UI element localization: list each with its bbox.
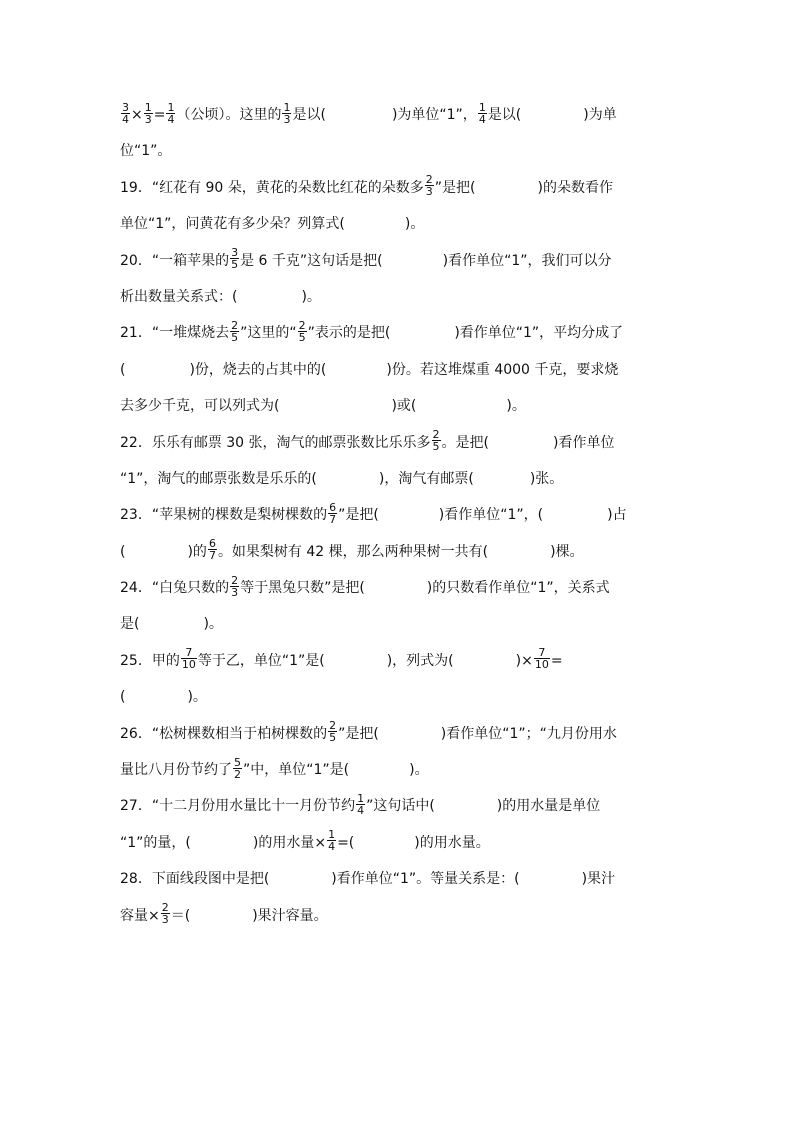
line-text: × (131, 107, 143, 123)
fraction-numerator: 1 (167, 100, 175, 114)
fraction-numerator: 3 (231, 246, 239, 260)
worksheet-line (120, 679, 680, 715)
line-text: = (153, 107, 166, 123)
line-text: 28．下面线段图中是把( (120, 871, 270, 888)
line-text: 19．“红花有 90 朵，黄花的朵数比红花的朵数多 (120, 179, 424, 196)
fraction (181, 647, 197, 670)
fraction-numerator: 2 (425, 173, 433, 187)
line-text: )× (515, 652, 533, 669)
worksheet-page (120, 97, 680, 934)
line-text: ”是把( (338, 725, 379, 742)
line-text: ”是把( (434, 179, 476, 196)
line-text: )。 (203, 616, 223, 633)
fraction-numerator: 1 (478, 100, 486, 114)
fraction-denominator: 4 (328, 840, 336, 854)
line-text: )为单位“1”， (391, 107, 477, 123)
fraction-denominator: 10 (181, 658, 196, 672)
line-text: 是( (120, 616, 140, 633)
line-text: 26．“松树棵数相当于柏树棵数的 (120, 725, 328, 742)
line-text: ( (120, 689, 126, 706)
fraction-numerator: 1 (357, 791, 365, 805)
line-text: )看作单位 (553, 434, 615, 451)
line-text: )。 (506, 398, 526, 415)
line-text: )的用水量是单位 (496, 798, 601, 815)
worksheet-line (120, 352, 680, 388)
fraction (230, 320, 239, 343)
line-text: )棵。 (550, 543, 584, 560)
line-text: 24．“白兔只数的 (120, 580, 230, 597)
line-text: )。 (409, 762, 429, 779)
fraction-numerator: 2 (231, 573, 239, 587)
fraction-denominator: 3 (161, 913, 169, 927)
worksheet-line (120, 279, 680, 315)
line-text: 21．“一堆煤烧去 (120, 325, 230, 342)
fraction-denominator: 5 (231, 330, 239, 344)
fraction-numerator: 3 (122, 100, 129, 114)
worksheet-line (120, 788, 680, 824)
line-text: ”这里的“ (240, 325, 297, 342)
fraction-numerator: 7 (538, 646, 546, 660)
line-text: )的用水量。 (414, 834, 490, 851)
fraction (298, 320, 307, 343)
fraction-numerator: 1 (328, 828, 336, 842)
fraction-numerator: 2 (432, 428, 440, 442)
line-text: )。 (404, 216, 425, 233)
fraction (282, 102, 291, 125)
line-text: )看作单位“1”，平均分成了 (454, 325, 624, 342)
fraction (425, 174, 434, 197)
line-text: )，列式为( (386, 652, 454, 669)
fraction-numerator: 2 (161, 901, 169, 915)
line-text: “1”的量，( (120, 834, 191, 851)
fraction-numerator: 1 (144, 100, 152, 114)
line-text: )，淘气有邮票( (378, 470, 474, 487)
line-text: )份，烧去的占其中的( (189, 361, 327, 378)
line-text: 析出数量关系式：( (120, 288, 238, 305)
worksheet-line (120, 606, 680, 642)
line-text: )。 (187, 689, 207, 706)
fraction-numerator: 1 (283, 100, 291, 114)
fraction-denominator: 4 (122, 112, 129, 126)
line-text: )果汁容量。 (252, 907, 328, 924)
fraction (144, 102, 153, 125)
fraction-denominator: 2 (234, 767, 241, 781)
fraction-denominator: 4 (357, 803, 365, 817)
worksheet-line (120, 716, 680, 752)
worksheet-line (120, 861, 680, 897)
fraction-denominator: 3 (283, 112, 291, 126)
line-text: )看作单位“1”，我们可以分 (442, 252, 612, 269)
fraction (166, 102, 175, 125)
fraction-denominator: 3 (425, 185, 433, 199)
fraction-denominator: 7 (329, 512, 337, 526)
line-text: 去多少千克，可以列式为( (120, 398, 280, 415)
line-text: )看作单位“1”。等量关系是：( (331, 871, 520, 888)
line-text: 位“1”。 (120, 143, 172, 160)
line-text: )份。若这堆煤重 4000 千克，要求烧 (386, 361, 619, 378)
line-text: 23．“苹果树的棵数是梨树棵数的 (120, 507, 328, 524)
fraction-denominator: 3 (231, 585, 239, 599)
line-text: )果汁 (581, 871, 616, 888)
fraction-denominator: 7 (208, 549, 216, 563)
fraction (233, 757, 242, 780)
fraction (327, 829, 336, 852)
line-text: “1”，淘气的邮票张数是乐乐的( (120, 470, 317, 487)
fraction (328, 502, 337, 525)
line-text: )看作单位“1”；“九月份用水 (440, 725, 617, 742)
line-text: 容量× (120, 907, 160, 924)
line-text: ”中，单位“1”是( (243, 762, 350, 779)
worksheet-line (120, 388, 680, 424)
fraction-numerator: 6 (329, 500, 337, 514)
fraction (534, 647, 550, 670)
fraction (121, 102, 130, 125)
line-text: 。是把( (441, 434, 489, 451)
worksheet-line (120, 898, 680, 934)
fraction-denominator: 5 (432, 440, 440, 454)
fraction-numerator: 2 (231, 318, 239, 332)
fraction (432, 429, 441, 452)
line-text: ( (120, 543, 126, 560)
worksheet-line (120, 243, 680, 279)
fraction-denominator: 5 (231, 258, 239, 272)
line-text: )占 (607, 507, 627, 524)
worksheet-line (120, 170, 680, 206)
fraction-denominator: 4 (167, 112, 175, 126)
worksheet-line (120, 497, 680, 533)
line-text: ( (120, 361, 126, 378)
line-text: )的用水量× (252, 834, 327, 851)
fraction (478, 102, 487, 125)
worksheet-line (120, 206, 680, 242)
fraction (356, 793, 365, 816)
fraction (230, 575, 239, 598)
line-text: 25．甲的 (120, 652, 180, 669)
fraction-denominator: 3 (144, 112, 152, 126)
line-text: ＝( (170, 907, 191, 924)
line-text: ”是把( (338, 507, 379, 524)
fraction (328, 720, 337, 743)
fraction-numerator: 7 (185, 646, 193, 660)
fraction-denominator: 5 (298, 330, 306, 344)
worksheet-line (120, 534, 680, 570)
worksheet-line (120, 825, 680, 861)
line-text: )为单 (583, 107, 617, 123)
line-text: )的朵数看作 (537, 179, 613, 196)
line-text: ”表示的是把( (307, 325, 391, 342)
line-text: 22．乐乐有邮票 30 张，淘气的邮票张数比乐乐多 (120, 434, 431, 451)
line-text: =( (337, 834, 355, 851)
line-text: 。如果梨树有 42 棵，那么两种果树一共有( (217, 543, 489, 560)
worksheet-line (120, 643, 680, 679)
worksheet-line (120, 570, 680, 606)
line-text: )的只数看作单位“1”，关系式 (426, 580, 610, 597)
fraction-numerator: 5 (234, 755, 241, 769)
line-text: 量比八月份节约了 (120, 762, 232, 779)
worksheet-line (120, 315, 680, 351)
fraction (208, 538, 217, 561)
line-text: = (550, 652, 563, 669)
line-text: )看作单位“1”，( (438, 507, 544, 524)
fraction-numerator: 6 (208, 537, 216, 551)
line-text: )或( (391, 398, 417, 415)
worksheet-line (120, 425, 680, 461)
line-text: 等于黑兔只数”是把( (240, 580, 365, 597)
line-text: )。 (301, 288, 321, 305)
fraction (161, 902, 170, 925)
line-text: 是以( (487, 107, 522, 123)
line-text: )张。 (529, 470, 564, 487)
fraction-denominator: 4 (478, 112, 486, 126)
line-text: 是以( (292, 107, 326, 123)
line-text: （公顷）。这里的 (176, 107, 282, 123)
worksheet-line (120, 133, 680, 169)
fraction (230, 247, 239, 270)
line-text: 单位“1”，问黄花有多少朵？列算式( (120, 216, 345, 233)
worksheet-line (120, 461, 680, 497)
line-text: 27．“十二月份用水量比十一月份节约 (120, 798, 356, 815)
fraction-denominator: 5 (329, 731, 337, 745)
fraction-numerator: 2 (329, 719, 337, 733)
worksheet-line (120, 97, 680, 133)
line-text: 是 6 千克”这句话是把( (240, 252, 383, 269)
fraction-denominator: 10 (534, 658, 549, 672)
line-text: ”这句话中( (366, 798, 435, 815)
worksheet-line (120, 752, 680, 788)
line-text: 等于乙，单位“1”是( (197, 652, 325, 669)
line-text: 20．“一箱苹果的 (120, 252, 230, 269)
line-text: )的 (187, 543, 207, 560)
fraction-numerator: 2 (298, 318, 306, 332)
